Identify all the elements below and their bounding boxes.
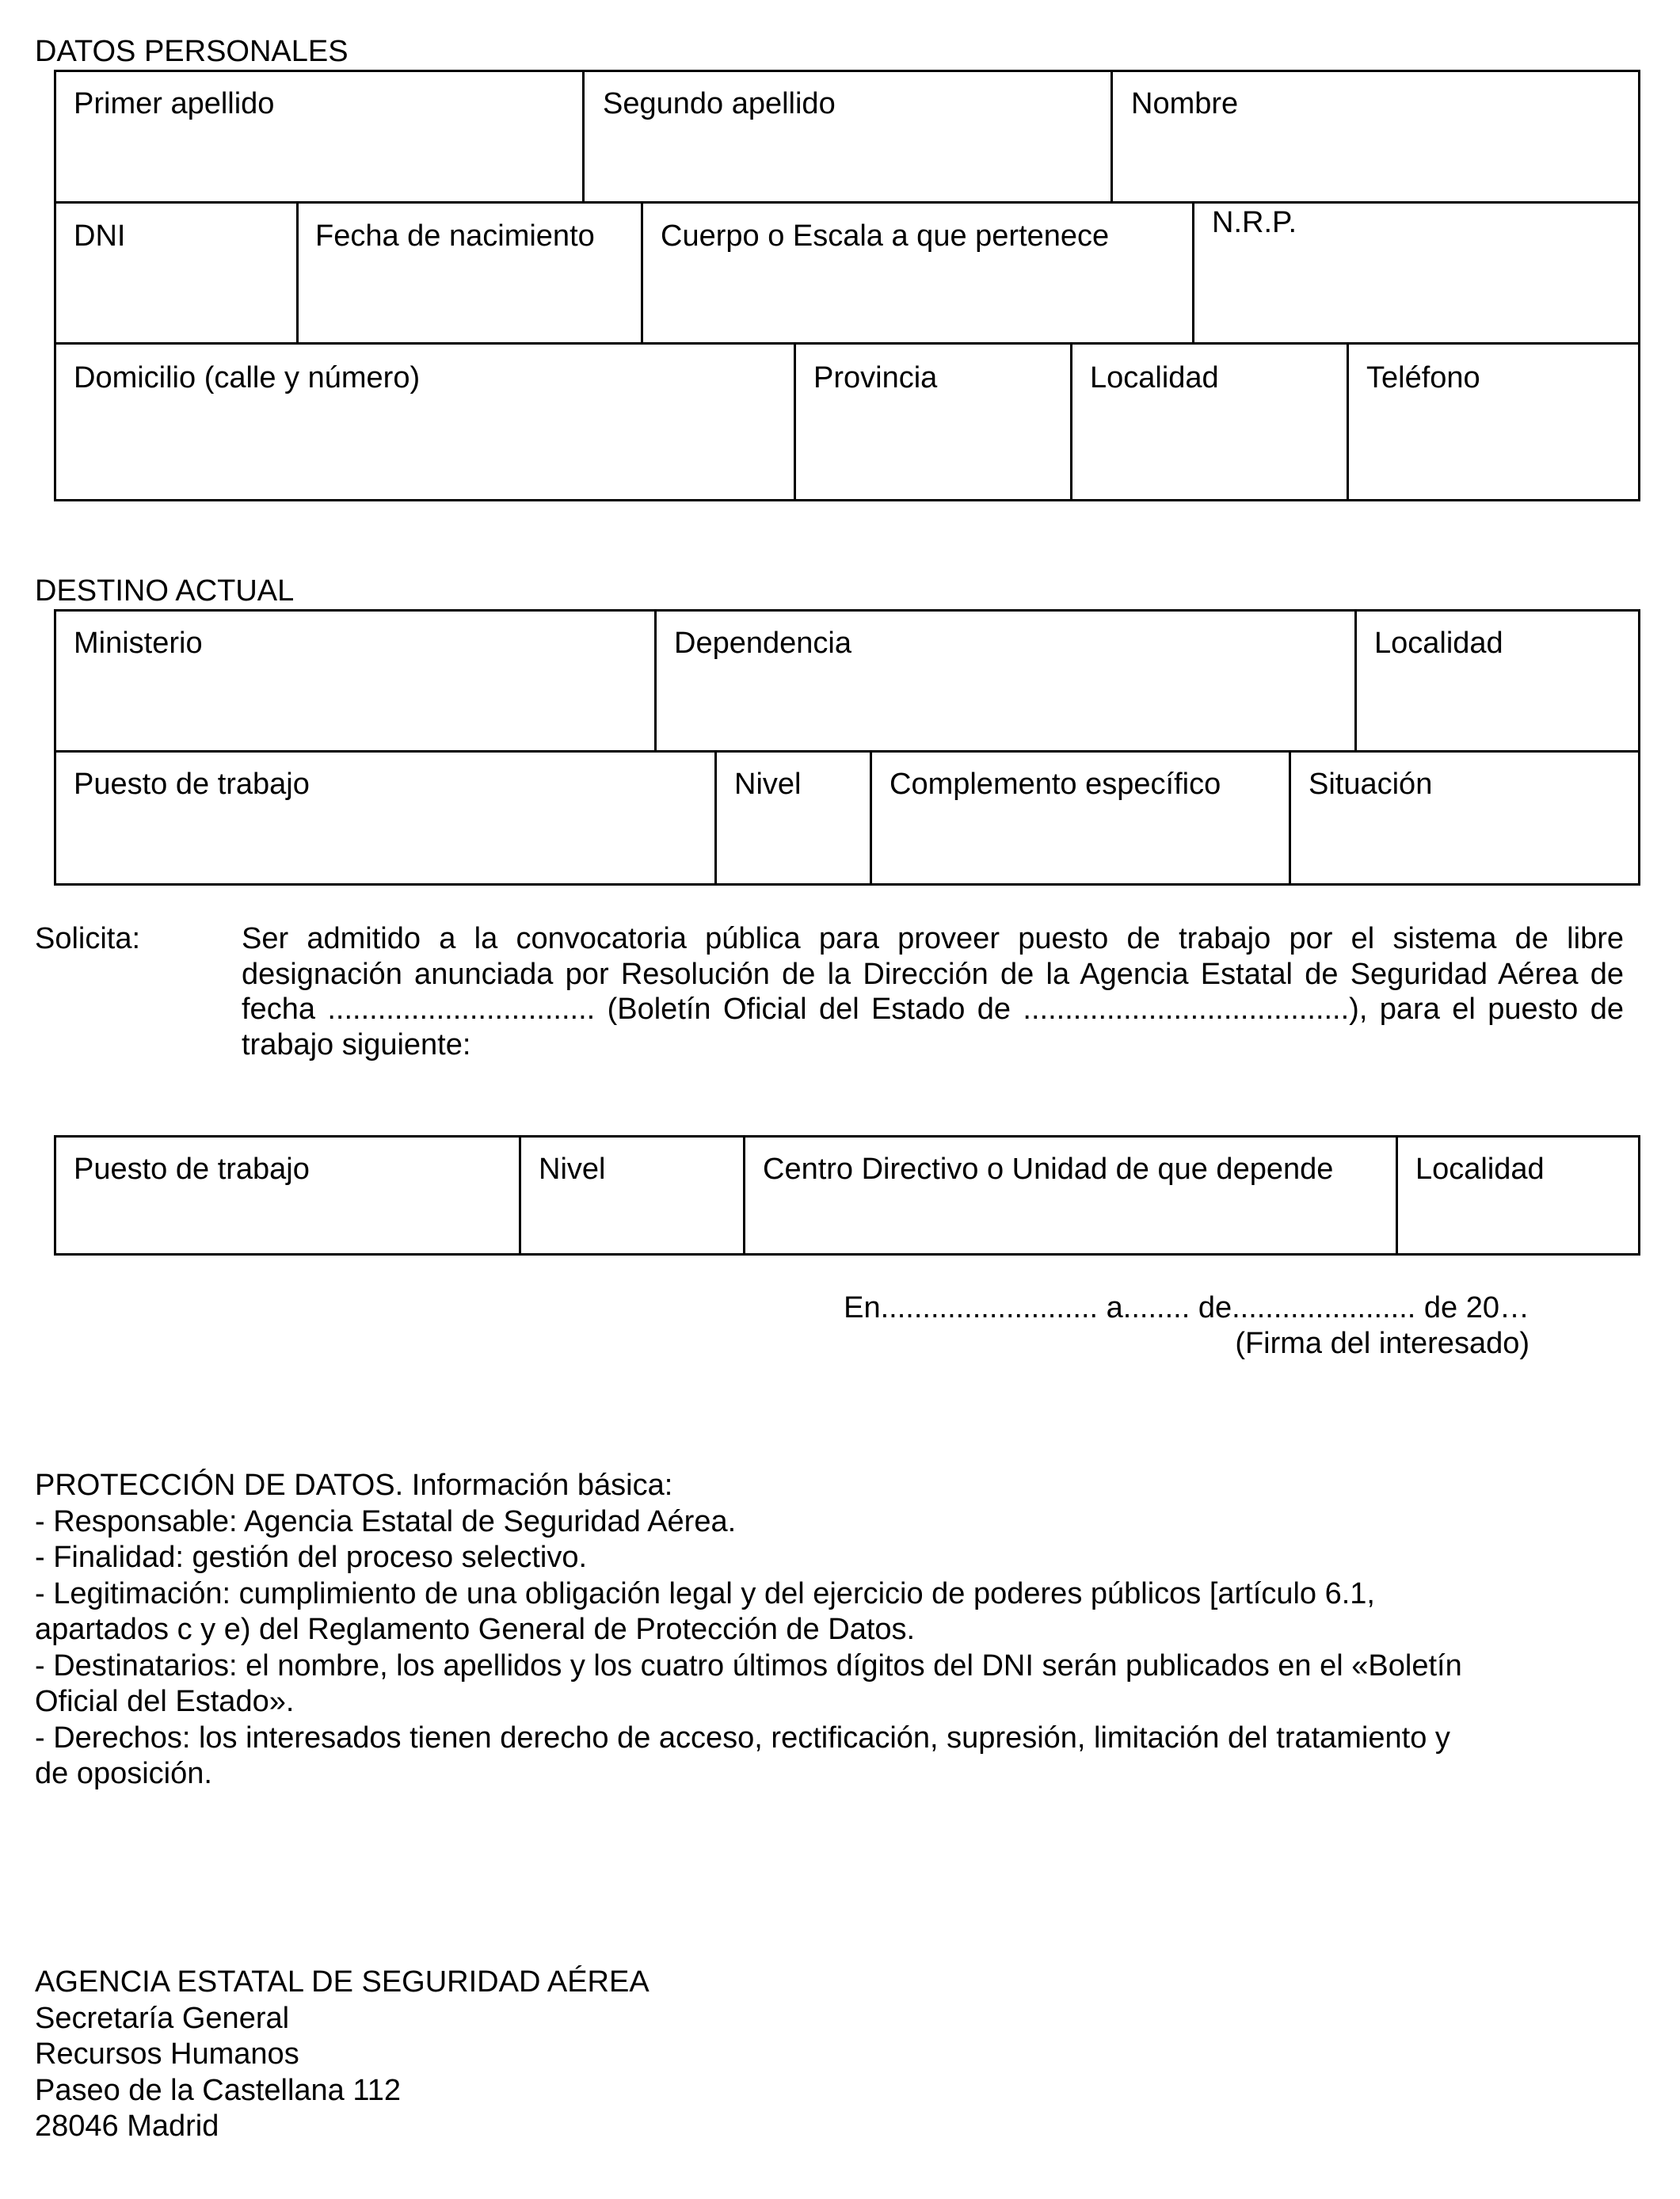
puesto-trabajo-label: Puesto de trabajo [74, 1153, 310, 1186]
nivel-actual-label: Nivel [734, 768, 802, 801]
table-divider [54, 201, 1640, 204]
segundo-apellido-label: Segundo apellido [603, 87, 836, 120]
table-divider [1192, 201, 1194, 344]
nrp-label: N.R.P. [1212, 206, 1297, 239]
provincia-label: Provincia [813, 361, 938, 394]
nombre-label: Nombre [1131, 87, 1239, 120]
table-divider [1354, 609, 1357, 752]
solicita-line: trabajo siguiente: [242, 1027, 471, 1061]
dni-label: DNI [74, 219, 126, 253]
table-divider [641, 201, 643, 344]
solicita-label: Solicita: [35, 922, 141, 955]
datos-personales-table [54, 70, 1640, 501]
centro-directivo-label: Centro Directivo o Unidad de que depende [763, 1153, 1334, 1186]
proteccion-datos-line: Oficial del Estado». [35, 1685, 295, 1718]
direccion-organismo: AGENCIA ESTATAL DE SEGURIDAD AÉREA [35, 1965, 650, 1999]
direccion-block [35, 1965, 650, 2145]
datos-personales-title: DATOS PERSONALES [35, 35, 349, 68]
table-divider [654, 609, 657, 752]
destino-actual-title: DESTINO ACTUAL [35, 574, 295, 608]
proteccion-datos-line: apartados c y e) del Reglamento General de Protección de Datos. [35, 1613, 916, 1646]
dependencia-label: Dependencia [674, 627, 851, 660]
firma-interesado-label: (Firma del interesado) [1235, 1327, 1530, 1360]
proteccion-datos-line: - Legitimación: cumplimiento de una obligación legal y del ejercicio de poderes públicos [artículo 6.1, [35, 1576, 1375, 1610]
nivel-label: Nivel [539, 1153, 606, 1186]
direccion-line: Paseo de la Castellana 112 [35, 2073, 401, 2107]
table-divider [1396, 1135, 1398, 1256]
table-divider [1070, 342, 1072, 501]
localidad-solicitada-label: Localidad [1415, 1153, 1545, 1186]
proteccion-datos-line: - Derechos: los interesados tienen derecho de acceso, rectificación, supresión, limitación del tratamiento y [35, 1721, 1450, 1755]
table-divider [743, 1135, 745, 1256]
cuerpo-escala-label: Cuerpo o Escala a que pertenece [661, 219, 1110, 253]
telefono-label: Teléfono [1366, 361, 1480, 394]
table-divider [54, 750, 1640, 753]
solicita-line: designación anunciada por Resolución de la Dirección de la Agencia Estatal de Seguridad Aérea de [242, 957, 1624, 991]
table-divider [1110, 70, 1113, 203]
fecha-nacimiento-label: Fecha de nacimiento [315, 219, 595, 253]
direccion-line: 28046 Madrid [35, 2109, 219, 2143]
solicita-line: fecha ................................ (Boletín Oficial del Estado de .......................................), para el puesto de [242, 993, 1624, 1026]
solicita-paragraph [242, 921, 1624, 1062]
primer-apellido-label: Primer apellido [74, 87, 275, 120]
table-divider [794, 342, 796, 501]
direccion-line: Secretaría General [35, 2001, 290, 2035]
fecha-firma-line: En.......................... a........ de...................... de 20… [844, 1291, 1530, 1324]
proteccion-datos-heading: PROTECCIÓN DE DATOS. Información básica: [35, 1469, 673, 1502]
solicita-line: Ser admitido a la convocatoria pública para proveer puesto de trabajo por el sistema de libre [242, 922, 1624, 955]
table-divider [1347, 342, 1349, 501]
domicilio-label: Domicilio (calle y número) [74, 361, 421, 394]
ministerio-label: Ministerio [74, 627, 203, 660]
table-divider [582, 70, 585, 203]
complemento-especifico-label: Complemento específico [890, 768, 1221, 801]
direccion-line: Recursos Humanos [35, 2037, 299, 2071]
table-divider [296, 201, 299, 344]
table-divider [519, 1135, 521, 1256]
puesto-trabajo-actual-label: Puesto de trabajo [74, 768, 310, 801]
proteccion-datos-line: - Responsable: Agencia Estatal de Seguridad Aérea. [35, 1504, 737, 1538]
proteccion-datos-line: de oposición. [35, 1757, 212, 1790]
proteccion-datos-line: - Destinatarios: el nombre, los apellidos y los cuatro últimos dígitos del DNI serán publicados en el «Boletín [35, 1648, 1462, 1683]
table-divider [54, 342, 1640, 345]
localidad-label: Localidad [1090, 361, 1219, 394]
localidad-actual-label: Localidad [1374, 627, 1503, 660]
table-divider [870, 750, 872, 886]
proteccion-datos-block [35, 1468, 1462, 1793]
situacion-label: Situación [1309, 768, 1433, 801]
table-divider [714, 750, 717, 886]
table-divider [1289, 750, 1291, 886]
proteccion-datos-line: - Finalidad: gestión del proceso selectivo. [35, 1541, 588, 1574]
